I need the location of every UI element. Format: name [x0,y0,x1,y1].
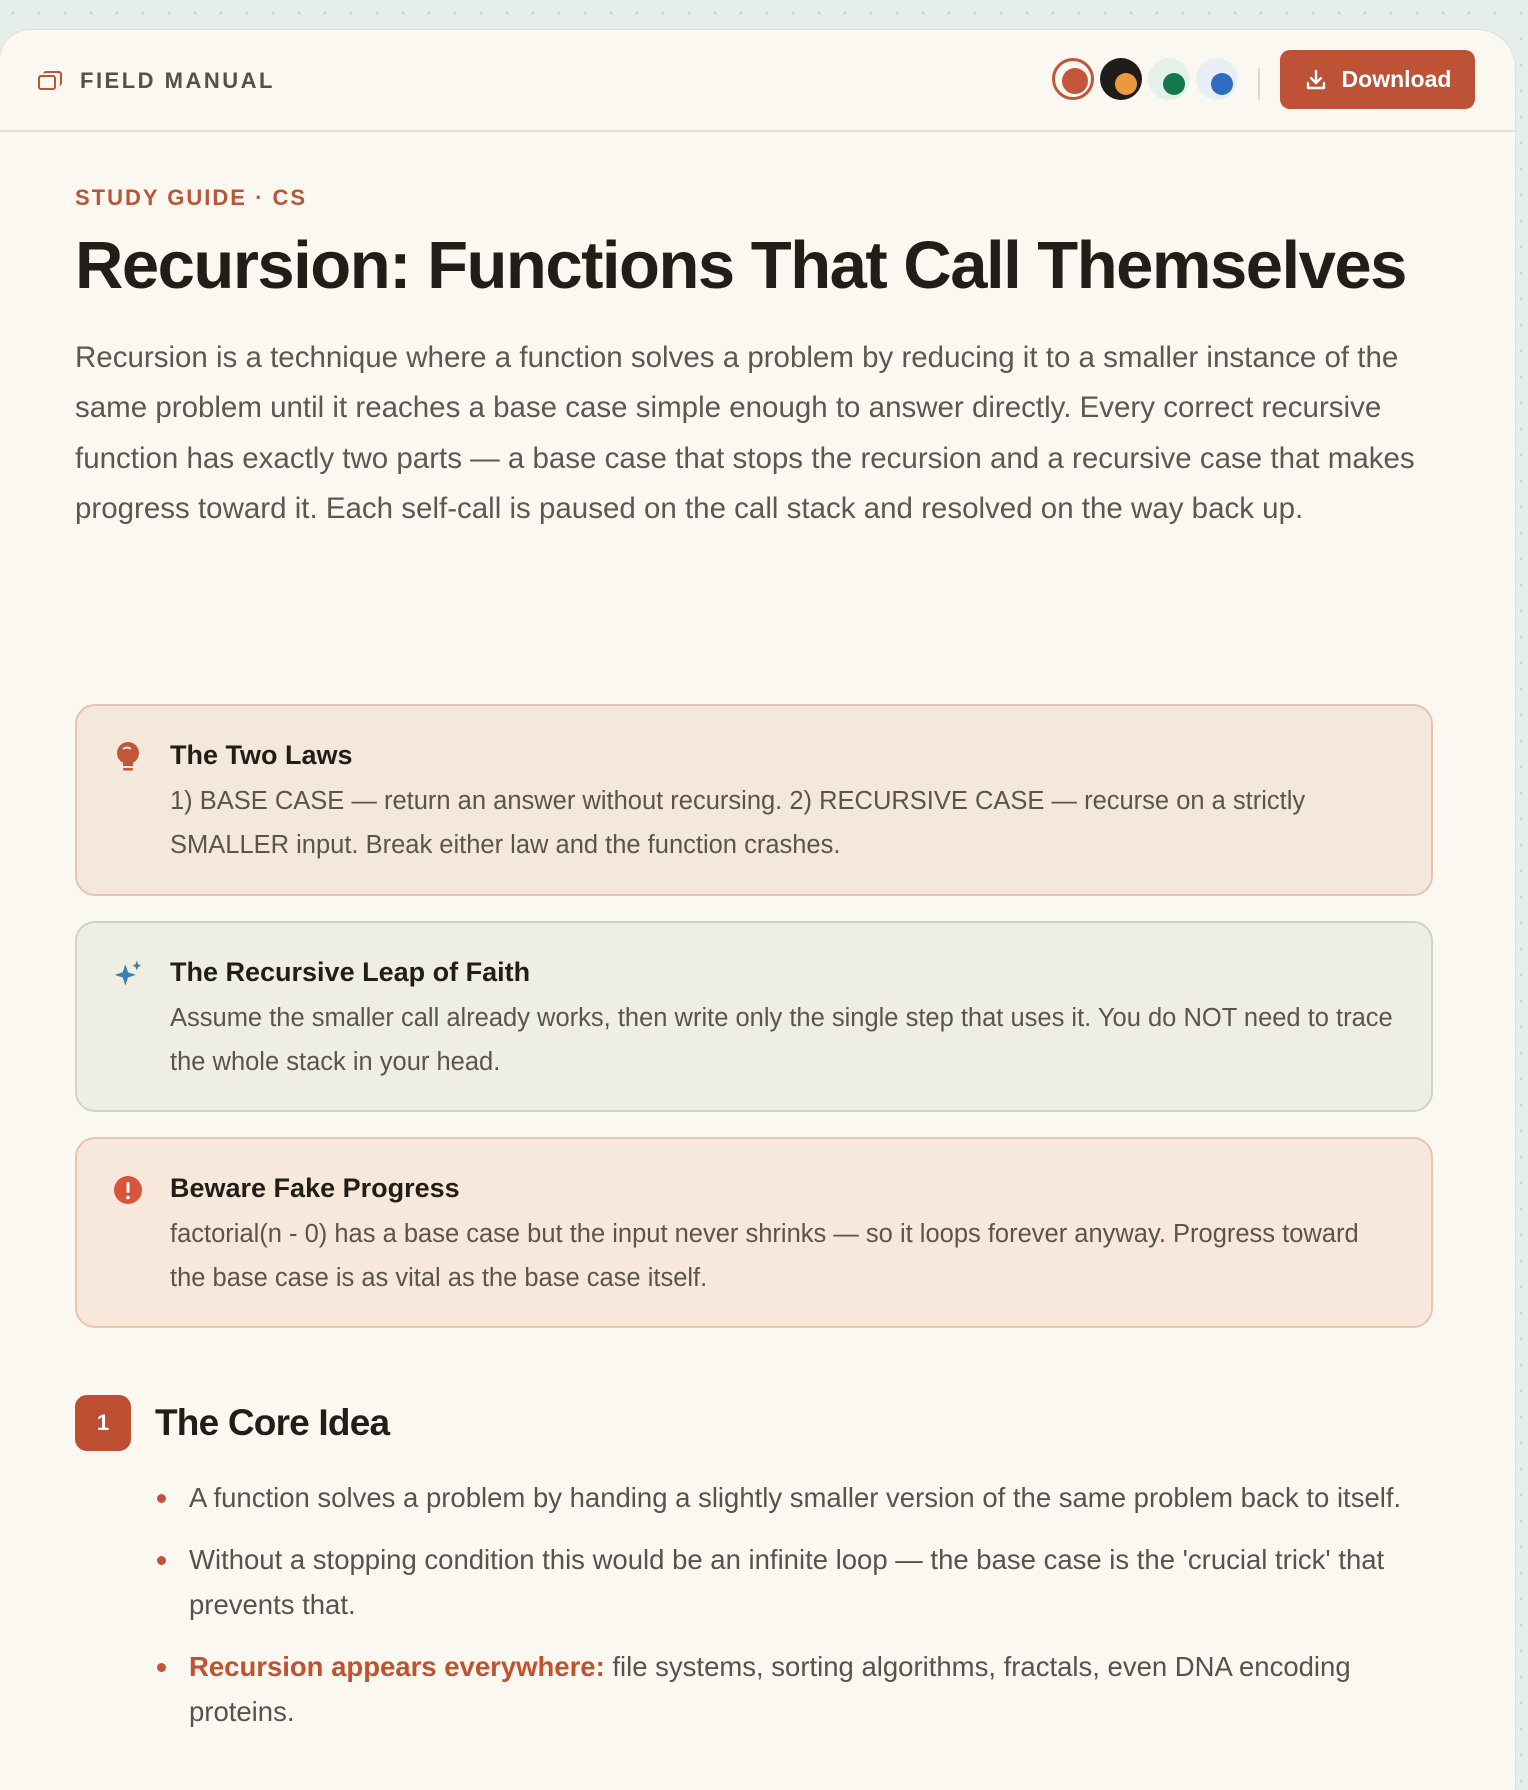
list-item-text: A function solves a problem by handing a slightly smaller version of the same problem back to itself. [189,1482,1402,1513]
callout-title: Beware Fake Progress [170,1173,460,1203]
book-stack-icon [38,71,62,91]
section-core-idea-header [75,1395,389,1451]
section-number-badge: 1 [75,1395,131,1451]
toolbar-divider [1258,68,1260,100]
theme-swatch-dark[interactable] [1100,58,1142,100]
callout-body: 1) BASE CASE — return an answer without recursing. 2) RECURSIVE CASE — recurse on a strictly SMALLER input. Break either law and the function crashes. [170,787,1306,859]
theme-swatch-green[interactable] [1148,58,1190,100]
core-idea-list [157,1475,1407,1751]
page-card [0,30,1515,1790]
section-title: The Core Idea [155,1402,390,1443]
list-item [157,1644,1407,1734]
article-header [75,185,1435,535]
list-item-text: Without a stopping condition this would be an infinite loop — the base case is the 'crucial trick' that prevents that. [189,1544,1385,1620]
callout-two-laws [75,704,1433,896]
lightbulb-icon [113,740,143,774]
eyebrow-label: STUDY GUIDE · CS [75,185,308,210]
warning-icon [113,1173,143,1207]
download-icon [1304,68,1328,92]
sparkle-icon [113,957,143,991]
brand-title: FIELD MANUAL [80,68,275,93]
bullet-dot [157,1663,166,1672]
top-bar [0,30,1515,132]
bullet-dot [157,1494,166,1503]
bullet-dot [157,1556,166,1565]
callout-title: The Recursive Leap of Faith [170,957,531,987]
list-item-highlight: Recursion appears everywhere: [189,1651,605,1682]
page-title: Recursion: Functions That Call Themselves [75,228,1406,303]
callout-body: Assume the smaller call already works, then write only the single step that uses it. You do NOT need to trace the whole stack in your head. [170,1004,1393,1076]
download-button[interactable] [1280,50,1475,109]
list-item-text: file systems, sorting algorithms, fractals, even DNA encoding proteins. [189,1651,1351,1727]
callout-body: factorial(n - 0) has a base case but the input never shrinks — so it loops forever anyway. Progress toward the base case is as vital as the base case itself. [170,1220,1359,1292]
callout-leap-of-faith [75,921,1433,1112]
callout-fake-progress [75,1137,1433,1328]
theme-swatch-blue[interactable] [1196,58,1238,100]
download-label: Download [1341,66,1452,92]
theme-swatch-terracotta[interactable] [1052,58,1094,100]
list-item [157,1475,1407,1520]
theme-switcher [1052,58,1238,100]
callout-title: The Two Laws [170,740,353,770]
list-item [157,1537,1407,1627]
brand[interactable] [38,68,275,94]
intro-paragraph: Recursion is a technique where a function solves a problem by reducing it to a smaller instance of the same problem until it reaches a base case simple enough to answer directly. Every correct recursive function has exactly two parts — a base case that stops the recursion and a recursive case that makes progress toward it. Each self-call is paused on the call stack and resolved on the way back up. [75,340,1415,526]
